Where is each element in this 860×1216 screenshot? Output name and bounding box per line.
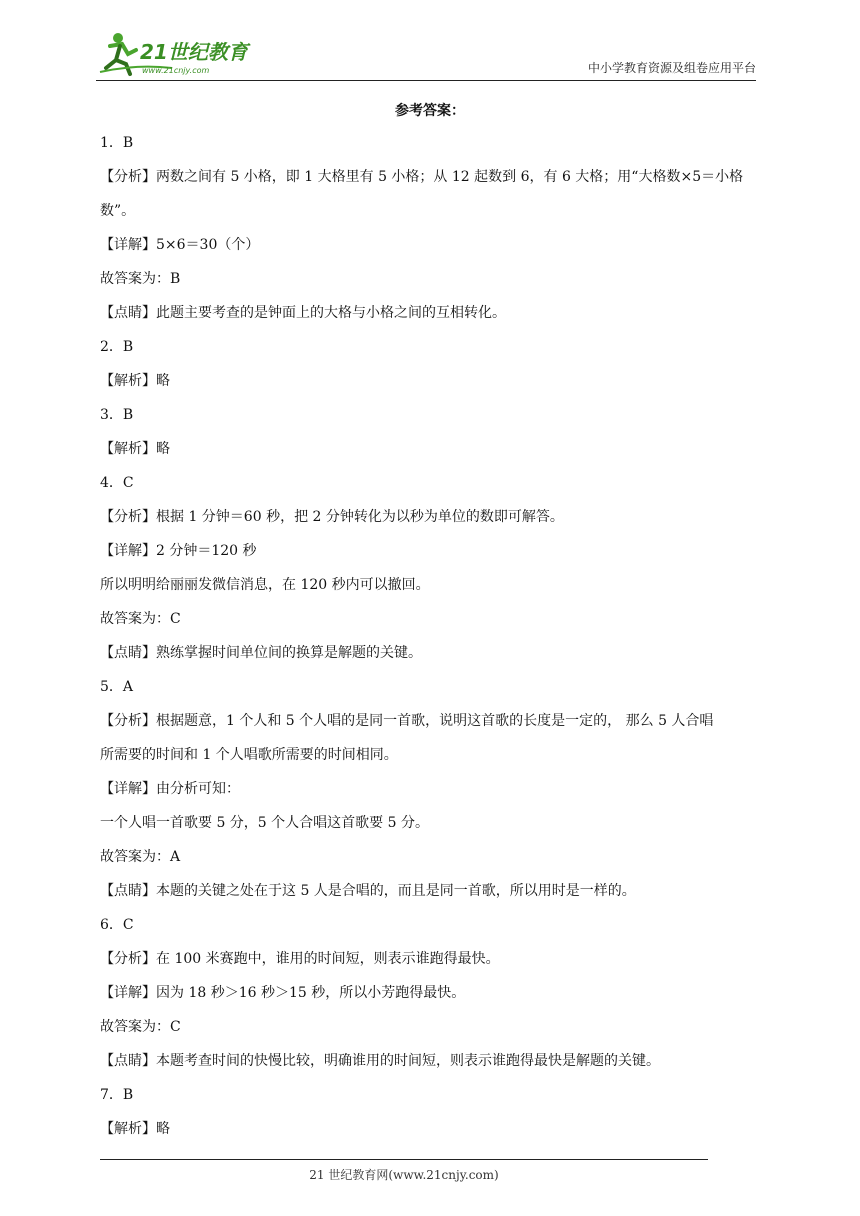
text-line: 6．C	[100, 917, 134, 933]
text-line: 【分析】根据 1 分钟＝60 秒，把 2 分钟转化为以秒为单位的数即可解答。	[100, 509, 564, 525]
text-line: 【解析】略	[100, 441, 170, 457]
text-line: 【分析】根据题意，1 个人和 5 个人唱的是同一首歌，说明这首歌的长度是一定的， 那么 5 人合唱	[100, 713, 714, 729]
text-line: 【解析】略	[100, 1121, 170, 1137]
page-title: 参考答案：	[395, 103, 465, 119]
text-line: 一个人唱一首歌要 5 分，5 个人合唱这首歌要 5 分。	[100, 815, 429, 831]
text-line: 【详解】5×6＝30（个）	[100, 237, 260, 253]
text-line: 7．B	[100, 1087, 134, 1103]
footer-divider	[100, 1159, 708, 1160]
text-line: 所需要的时间和 1 个人唱歌所需要的时间相同。	[100, 747, 398, 763]
text-line: 【点睛】本题的关键之处在于这 5 人是合唱的，而且是同一首歌，所以用时是一样的。	[100, 883, 636, 899]
logo-runner-icon	[96, 28, 266, 78]
text-line: 5．A	[100, 679, 134, 695]
text-line: 2．B	[100, 339, 134, 355]
text-line: 【点睛】本题考查时间的快慢比较，明确谁用的时间短，则表示谁跑得最快是解题的关键。	[100, 1053, 660, 1069]
text-line: 【详解】2 分钟＝120 秒	[100, 543, 257, 559]
text-line: 故答案为：B	[100, 271, 181, 287]
text-line: 【详解】由分析可知：	[100, 781, 240, 797]
text-line: 【分析】两数之间有 5 小格，即 1 大格里有 5 小格；从 12 起数到 6，有 6 大格；用“大格数×5＝小格	[100, 169, 744, 185]
answer-lines	[100, 126, 760, 1146]
site-logo	[96, 28, 266, 78]
text-line: 【分析】在 100 米赛跑中，谁用的时间短，则表示谁跑得最快。	[100, 951, 500, 967]
text-line: 3．B	[100, 407, 134, 423]
text-line: 【点睛】此题主要考查的是钟面上的大格与小格之间的互相转化。	[100, 305, 506, 321]
text-line: 故答案为：C	[100, 1019, 181, 1035]
svg-text:www.21cnjy.com: www.21cnjy.com	[142, 66, 210, 75]
text-line: 【解析】略	[100, 373, 170, 389]
text-line: 4．C	[100, 475, 134, 491]
text-line: 【点睛】熟练掌握时间单位间的换算是解题的关键。	[100, 645, 422, 661]
text-line: 1．B	[100, 135, 134, 151]
svg-text:21世纪教育: 21世纪教育	[140, 40, 248, 64]
page-footer: 21 世纪教育网(www.21cnjy.com)	[309, 1168, 499, 1182]
header-tagline: 中小学教育资源及组卷应用平台	[587, 61, 756, 75]
text-line: 数”。	[100, 203, 136, 219]
answer-content	[100, 96, 760, 1146]
text-line: 故答案为：C	[100, 611, 181, 627]
page-header	[96, 28, 756, 81]
text-line: 所以明明给丽丽发微信消息，在 120 秒内可以撤回。	[100, 577, 430, 593]
text-line: 【详解】因为 18 秒＞16 秒＞15 秒，所以小芳跑得最快。	[100, 985, 466, 1001]
text-line: 故答案为：A	[100, 849, 181, 865]
